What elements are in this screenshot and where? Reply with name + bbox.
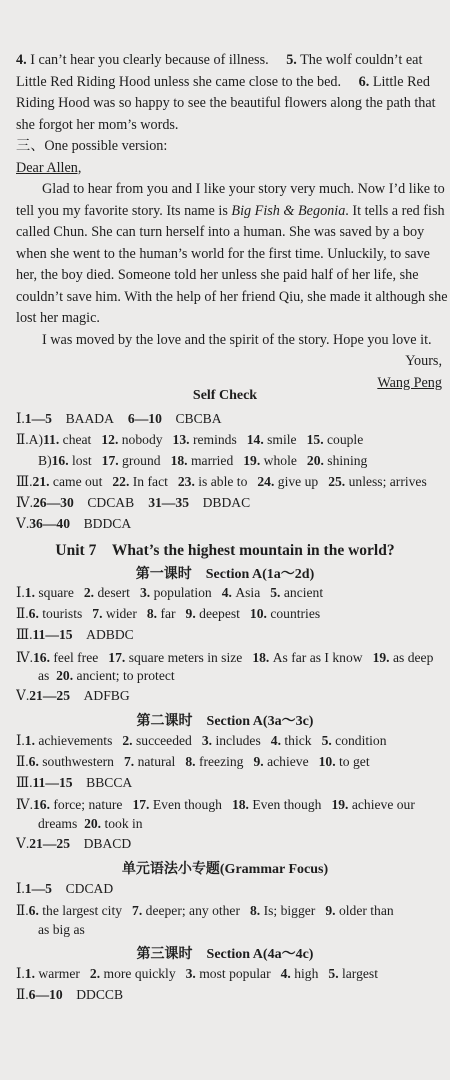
item-number: 16. [32, 650, 50, 665]
item-answer: to get [339, 754, 370, 769]
item-number: 11. [43, 432, 60, 447]
letter-yours: Yours, [405, 353, 442, 369]
section-number: 三、 [16, 138, 45, 154]
item-answer: older than [338, 903, 394, 918]
item-number: 7. [132, 903, 143, 918]
item-number: 2. [89, 966, 101, 981]
letter-closing: I was moved by the love and the spirit of the story. Hope you love it. [42, 331, 432, 348]
intro-text: One possible version: [44, 138, 168, 154]
item-answer: ancient; to protect [76, 668, 175, 683]
item-number: 5. [328, 966, 339, 981]
item-answer: square meters in size [128, 650, 243, 665]
item-number: 4. [270, 733, 281, 748]
item-answer: Even though [152, 797, 222, 812]
item-number: 15. [306, 432, 324, 447]
answers: DDCCB [76, 987, 124, 1002]
item-number: 5. [270, 585, 281, 600]
answer-row [16, 451, 450, 471]
item-number: 6. [28, 606, 39, 621]
item-number: 25. [328, 474, 346, 489]
item-number: 17. [132, 797, 150, 812]
item-answer: as [38, 668, 50, 683]
answer-row [16, 514, 448, 534]
item-answer: cheat [62, 432, 92, 447]
item-text: I can’t hear you clearly because of illness. [30, 52, 269, 68]
item-number: 19. [243, 453, 261, 468]
item-answer: ground [122, 453, 161, 468]
item-answer: unless; arrives [348, 474, 427, 489]
roman-number: Ⅴ. [16, 836, 30, 851]
roman-number: Ⅴ. [16, 688, 30, 703]
range: 1—5 [24, 881, 52, 896]
item-number: 20. [84, 816, 102, 831]
item-answer: wider [105, 606, 137, 621]
item-number: 10. [318, 754, 336, 769]
letter-text: tell you my favorite story. Its name is [16, 202, 232, 219]
item-number: 1. [24, 733, 35, 748]
answer-row [16, 604, 448, 624]
answer-line [16, 72, 448, 94]
item-answer: came out [52, 474, 103, 489]
answer-row [16, 686, 448, 706]
answer-row [16, 920, 450, 940]
answer-row [16, 795, 448, 815]
roman-number: Ⅱ. [16, 432, 29, 447]
item-number: 3. [201, 733, 213, 748]
answers: ADFBG [83, 688, 130, 703]
item-number: 20. [56, 668, 74, 683]
item-number: 4. [221, 585, 232, 600]
item-number: 5. [321, 733, 332, 748]
item-answer: tourists [42, 606, 83, 621]
item-number: 19. [331, 797, 349, 812]
item-answer: Asia [235, 585, 261, 600]
item-number: 2. [83, 585, 95, 600]
signature: Wang Peng [377, 374, 442, 391]
range: 1—5 [24, 411, 52, 426]
item-answer: Even though [252, 797, 322, 812]
item-answer: achievements [38, 733, 113, 748]
item-number: 23. [177, 474, 195, 489]
item-text: The wolf couldn’t eat [300, 52, 423, 68]
item-number: 3. [139, 585, 151, 600]
item-number: 14. [246, 432, 264, 447]
item-answer: is able to [198, 474, 248, 489]
item-answer: As far as I know [272, 650, 363, 665]
item-number: 17. [101, 453, 119, 468]
item-number: 8. [146, 606, 158, 621]
letter-line: Glad to hear from you and I like your story very much. Now I’d like to [42, 181, 445, 197]
roman-number: Ⅲ. [16, 474, 33, 489]
letter-line: lost her magic. [16, 310, 100, 326]
letter-line [16, 201, 448, 223]
item-answer: In fact [132, 474, 168, 489]
roman-number: Ⅲ. [16, 775, 33, 790]
item-answer: largest [342, 966, 378, 981]
roman-number: Ⅳ. [16, 495, 33, 510]
answer-row [16, 409, 448, 429]
item-number: 1. [24, 966, 35, 981]
answer-row [16, 493, 448, 513]
item-answer: deepest [199, 606, 240, 621]
letter-line: when she went to the human’s world for the first time. Unluckily, to save [16, 245, 430, 262]
answers: BDDCA [83, 516, 132, 531]
item-answer: whole [263, 453, 297, 468]
item-answer: achieve our [351, 797, 415, 812]
item-answer: population [153, 585, 212, 600]
item-answer: Is; bigger [263, 903, 316, 918]
range: 26—30 [32, 495, 74, 510]
item-answer: square [38, 585, 74, 600]
lesson-title: 第三课时 Section A(4a～4c) [136, 947, 314, 962]
answers: BBCCA [86, 775, 133, 790]
item-number: 20. [306, 453, 324, 468]
salutation: Dear Allen, [16, 159, 82, 176]
item-answer: warmer [38, 966, 80, 981]
item-number: 17. [108, 650, 126, 665]
item-answer: the largest city [42, 903, 123, 918]
roman-number: Ⅱ. [16, 903, 29, 918]
roman-number: Ⅰ. [16, 733, 25, 748]
item-text: Little Red [372, 73, 430, 90]
item-number: 8. [185, 754, 196, 769]
answer-row [16, 814, 450, 834]
answer-row [16, 472, 448, 492]
answer-row [16, 834, 448, 854]
item-number: 24. [257, 474, 275, 489]
unit-title: Unit 7 What’s the highest mountain in the world? [55, 542, 395, 559]
item-answer: succeeded [135, 733, 192, 748]
lesson-title: 第一课时 Section A(1a～2d) [135, 567, 315, 582]
letter-text: . It tells a red fish [345, 202, 445, 219]
letter-intro [16, 136, 448, 158]
answer-row [16, 985, 448, 1005]
roman-number: Ⅰ. [16, 966, 25, 981]
item-number: 13. [172, 432, 190, 447]
item-answer: southwestern [42, 754, 114, 769]
item-answer: countries [270, 606, 321, 621]
item-answer: give up [277, 474, 319, 489]
item-answer: ancient [283, 585, 324, 600]
item-answer: took in [104, 816, 143, 831]
roman-number: Ⅱ. [16, 987, 29, 1002]
model-letter [16, 136, 448, 394]
item-answer: married [190, 453, 234, 468]
item-number: 6. [28, 754, 39, 769]
item-answer: smile [267, 432, 297, 447]
answer-row [16, 430, 448, 450]
answer-row [16, 901, 448, 921]
answer-row [16, 879, 448, 899]
answer-line: she forgot her mom’s words. [16, 116, 179, 133]
item-answer: as big as [38, 922, 85, 937]
roman-number: Ⅴ. [16, 516, 30, 531]
item-number: 18. [231, 797, 249, 812]
answers-paragraph-top [16, 50, 448, 136]
answers: DBACD [83, 836, 132, 851]
roman-number: Ⅰ. [16, 881, 25, 896]
item-answer: more quickly [103, 966, 176, 981]
answer-row [16, 625, 448, 645]
item-answer: natural [137, 754, 176, 769]
item-number: 10. [249, 606, 267, 621]
item-number: 21. [32, 474, 50, 489]
range: 11—15 [32, 627, 73, 642]
self-check-title: Self Check [192, 388, 258, 403]
range: 6—10 [127, 411, 162, 426]
item-number: 22. [112, 474, 130, 489]
range: 36—40 [29, 516, 70, 531]
item-answer: freezing [198, 754, 244, 769]
item-answer: reminds [192, 432, 237, 447]
roman-number: Ⅱ. [16, 754, 29, 769]
item-number: 7. [123, 754, 135, 769]
letter-line: her, the boy died. Someone told her unless she paid half of her life, she [16, 267, 419, 283]
item-number: 18. [170, 453, 188, 468]
item-answer: dreams [38, 816, 78, 831]
answer-line [16, 50, 448, 72]
answer-line: Riding Hood was so happy to see the beautiful flowers along the path that [16, 95, 436, 111]
part-label: A) [28, 432, 43, 447]
item-answer: deeper; any other [145, 903, 240, 918]
answer-row [16, 964, 448, 984]
item-number: 5. [286, 52, 297, 68]
item-answer: lost [72, 453, 92, 468]
item-answer: includes [215, 733, 261, 748]
story-title: Big Fish & Begonia [231, 202, 346, 219]
item-number: 9. [185, 606, 196, 621]
answer-row [16, 583, 448, 603]
answers: BAADA [65, 411, 114, 426]
roman-number: Ⅱ. [16, 606, 29, 621]
item-answer: far [160, 606, 176, 621]
item-number: 1. [24, 585, 35, 600]
answer-row [16, 666, 450, 686]
roman-number: Ⅰ. [16, 585, 25, 600]
range: 21—25 [29, 836, 70, 851]
answers: CDCAB [87, 495, 135, 510]
item-answer: shining [327, 453, 368, 468]
roman-number: Ⅳ. [16, 797, 33, 812]
item-answer: as deep [392, 650, 434, 665]
item-number: 2. [122, 733, 133, 748]
letter-salutation-line [16, 158, 448, 180]
range: 6—10 [28, 987, 63, 1002]
roman-number: Ⅲ. [16, 627, 33, 642]
range: 11—15 [32, 775, 73, 790]
answer-row [16, 731, 448, 751]
item-answer: couple [327, 432, 364, 447]
part-label: B) [38, 453, 52, 468]
item-text: Little Red Riding Hood unless she came close to the bed. [16, 73, 342, 90]
item-number: 19. [372, 650, 390, 665]
item-number: 16. [51, 453, 69, 468]
item-answer: thick [284, 733, 312, 748]
lesson-title: 第二课时 Section A(3a～3c) [136, 714, 314, 729]
roman-number: Ⅳ. [16, 650, 33, 665]
answer-row [16, 648, 448, 668]
item-number: 18. [252, 650, 270, 665]
answers: CBCBA [175, 411, 222, 426]
item-answer: feel free [53, 650, 99, 665]
item-number: 12. [101, 432, 119, 447]
item-number: 9. [325, 903, 336, 918]
item-answer: desert [97, 585, 130, 600]
item-number: 6. [358, 73, 370, 90]
item-number: 4. [16, 52, 27, 68]
item-number: 3. [185, 966, 196, 981]
answers: ADBDC [86, 627, 134, 642]
item-answer: force; nature [53, 797, 123, 812]
item-answer: condition [335, 733, 387, 748]
answer-row [16, 752, 448, 772]
grammar-focus-title: 单元语法小专题(Grammar Focus) [121, 862, 329, 877]
item-number: 9. [253, 754, 264, 769]
letter-line: called Chun. She can turn herself into a human. She was saved by a boy [16, 224, 425, 240]
answers: CDCAD [65, 881, 114, 896]
answer-row [16, 773, 448, 793]
item-number: 16. [32, 797, 50, 812]
item-number: 8. [250, 903, 261, 918]
item-answer: achieve [267, 754, 309, 769]
range: 31—35 [148, 495, 189, 510]
item-number: 4. [280, 966, 291, 981]
answers: DBDAC [202, 495, 251, 510]
item-number: 6. [28, 903, 39, 918]
item-answer: nobody [121, 432, 163, 447]
item-answer: most popular [199, 966, 271, 981]
letter-line: couldn’t save him. With the help of her friend Qiu, she made it although she [16, 288, 448, 305]
item-number: 7. [92, 606, 103, 621]
range: 21—25 [29, 688, 70, 703]
roman-number: Ⅰ. [16, 411, 25, 426]
item-answer: high [294, 966, 319, 981]
